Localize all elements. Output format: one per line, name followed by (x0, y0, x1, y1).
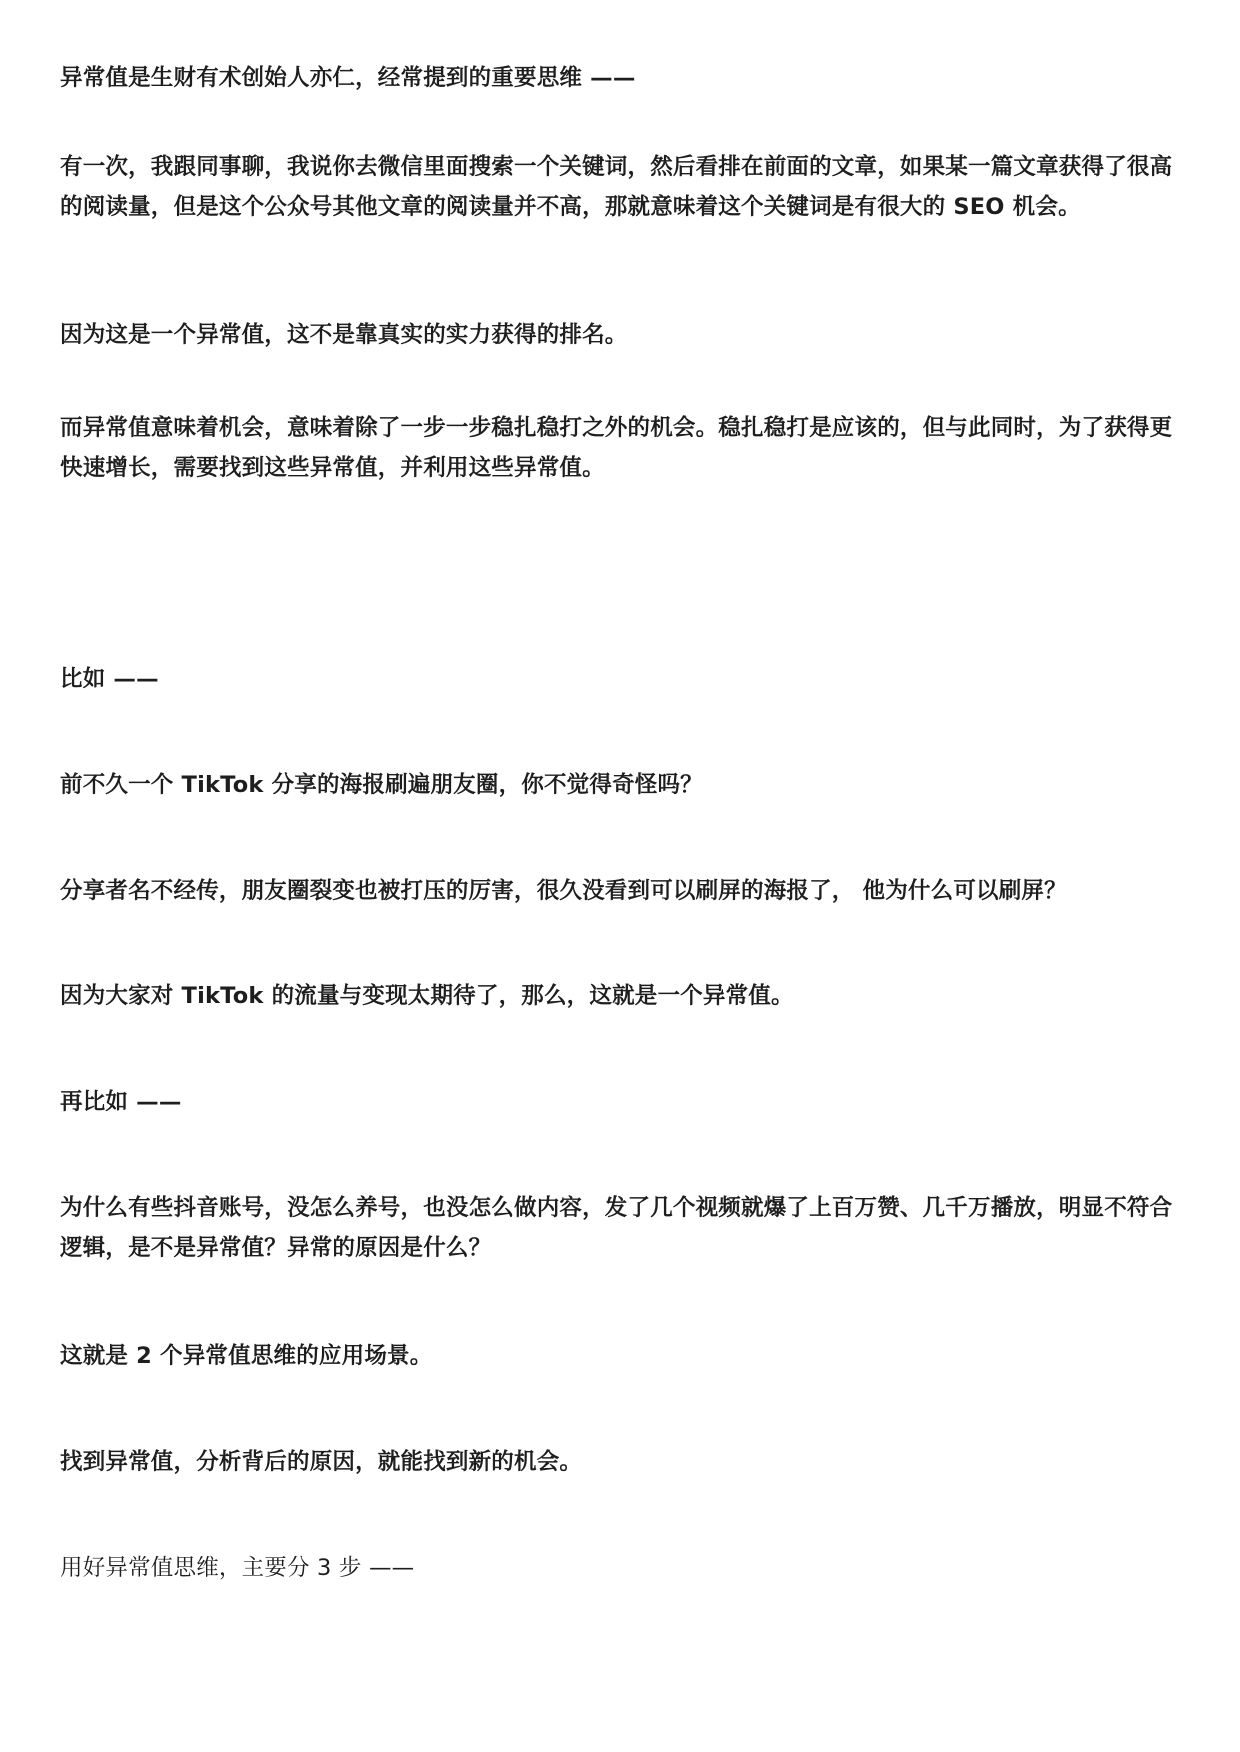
paragraph-tiktok-poster: 前不久一个 TikTok 分享的海报刷遍朋友圈，你不觉得奇怪吗？ (60, 772, 703, 798)
paragraph-example-heading: 比如 —— (60, 666, 159, 692)
paragraph-find-outliers: 找到异常值，分析背后的原因，就能找到新的机会。 (60, 1449, 583, 1475)
paragraph-intro: 异常值是生财有术创始人亦仁，经常提到的重要思维 —— (60, 65, 636, 91)
paragraph-three-steps: 用好异常值思维，主要分 3 步 —— (60, 1555, 415, 1581)
paragraph-opportunity: 而异常值意味着机会，意味着除了一步一步稳扎稳打之外的机会。稳扎稳打是应该的，但与此同时，为了获得更快速增长，需要找到这些异常值，并利用这些异常值。 (60, 415, 1173, 481)
paragraph-reason: 因为这是一个异常值，这不是靠真实的实力获得的排名。 (60, 322, 628, 348)
paragraph-seo-story: 有一次，我跟同事聊，我说你去微信里面搜索一个关键词，然后看排在前面的文章，如果某一篇文章获得了很高的阅读量，但是这个公众号其他文章的阅读量并不高，那就意味着这个关键词是有很大的 SEO 机会。 (60, 154, 1173, 220)
paragraph-tiktok-expect: 因为大家对 TikTok 的流量与变现太期待了，那么，这就是一个异常值。 (60, 983, 794, 1009)
paragraph-scenarios: 这就是 2 个异常值思维的应用场景。 (60, 1343, 433, 1369)
paragraph-sharer: 分享者名不经传，朋友圈裂变也被打压的厉害，很久没看到可以刷屏的海报了， 他为什么可以刷屏？ (60, 878, 1067, 904)
paragraph-example2-heading: 再比如 —— (60, 1089, 182, 1115)
paragraph-douyin: 为什么有些抖音账号，没怎么养号，也没怎么做内容，发了几个视频就爆了上百万赞、几千万播放，明显不符合逻辑，是不是异常值？异常的原因是什么？ (60, 1195, 1173, 1261)
